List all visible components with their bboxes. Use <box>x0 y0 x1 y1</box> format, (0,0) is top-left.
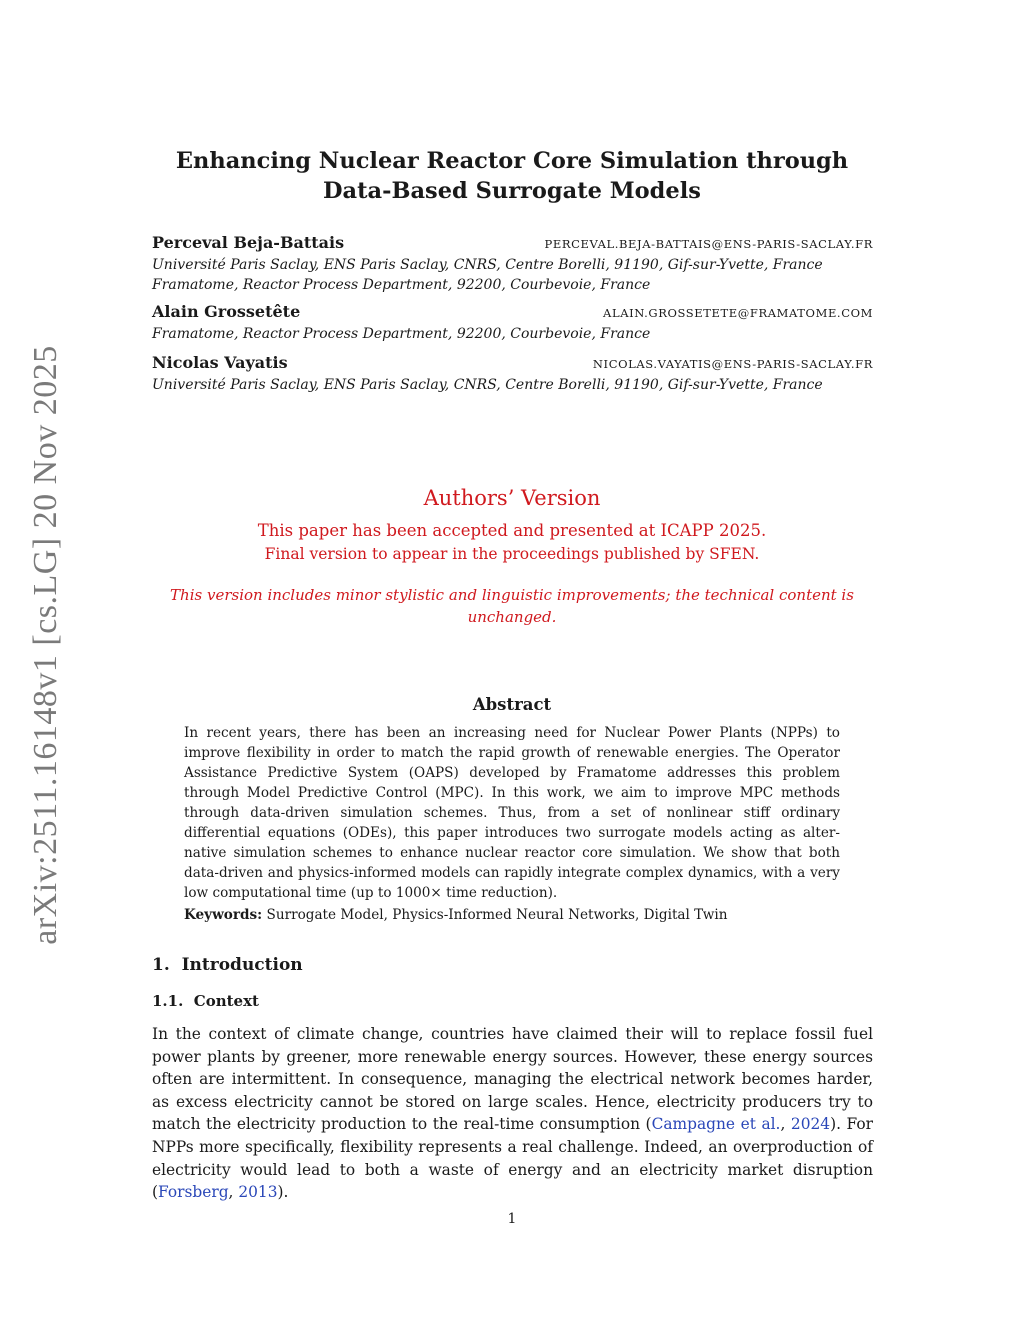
section-number: 1. <box>152 955 170 975</box>
version-note-italic-line-1: This version includes minor stylistic and linguistic improvements; the technical content is <box>170 586 854 604</box>
paper-title <box>152 146 872 206</box>
paragraph-text: ). <box>277 1183 289 1202</box>
page-number: 1 <box>507 1211 517 1227</box>
paragraph-text: In the context of climate change, countries have claimed their will to replace fossil fuel power plants by greener, more renewable energy sources. However, these energy sources often are intermittent. In consequence, managing the electrical network becomes harder, as excess electricity cannot be stored on large scales. Hence, electricity producers try to match the electricity production to the real-time consumption ( <box>152 1025 873 1134</box>
citation-link-campagne[interactable]: Campagne et al. <box>651 1115 781 1134</box>
author-email[interactable]: NICOLAS.VAYATIS@ENS-PARIS-SACLAY.FR <box>592 357 873 371</box>
abstract-heading: Abstract <box>472 695 552 714</box>
abstract-body: In recent years, there has been an increasing need for Nuclear Power Plants (NPPs) to improve flexibility in order to match the rapid growth of renewable energies. The Operator Assistance Predictive System (OAPS) developed by Framatome addresses this problem through Model Predictive Control (MPC). In this work, we aim to improve MPC methods through data-driven simulation schemes. Thus, from a set of nonlinear stiff ordinary differential equations (ODEs), this paper introduces two surrogate models acting as alternative simulation schemes to enhance nuclear reactor core simulation. We show that both data-driven and physics-informed models can rapidly integrate complex dynamics, with a very low computational time (up to 1000× time reduction). <box>184 725 840 901</box>
subsection-title: Context <box>193 992 259 1010</box>
citation-link-forsberg[interactable]: Forsberg <box>158 1183 229 1202</box>
author-affiliation: Université Paris Saclay, ENS Paris Saclay, CNRS, Centre Borelli, 91190, Gif-sur-Yvette, France <box>152 377 823 393</box>
author-name: Alain Grossetête <box>152 302 301 321</box>
author-affiliation: Framatome, Reactor Process Department, 92200, Courbevoie, France <box>152 326 651 342</box>
keywords-text: Surrogate Model, Physics-Informed Neural Networks, Digital Twin <box>266 907 728 923</box>
subsection-heading-context <box>152 992 259 1010</box>
title-line-1: Enhancing Nuclear Reactor Core Simulation through <box>175 148 849 174</box>
keywords-line <box>184 905 840 925</box>
version-note-line-1: This paper has been accepted and presented at ICAPP 2025. <box>257 521 767 540</box>
author-email[interactable]: PERCEVAL.BEJA-BATTAIS@ENS-PARIS-SACLAY.FR <box>544 237 873 251</box>
section-title: Introduction <box>181 955 303 975</box>
version-note-italic-line-2: unchanged. <box>467 608 557 626</box>
author-block-3 <box>152 353 873 395</box>
citation-separator: , <box>780 1115 791 1134</box>
citation-separator: , <box>228 1183 239 1202</box>
author-affiliation: Framatome, Reactor Process Department, 92200, Courbevoie, France <box>152 277 651 293</box>
context-paragraph <box>152 1023 873 1204</box>
author-block-2 <box>152 302 873 344</box>
paragraph-text: ). For NPPs more specifically, flexibility represents a real challenge. Indeed, an overproduction of electricity would lead to both a waste of energy and an electricity market disruption ( <box>152 1115 873 1202</box>
section-heading-introduction <box>152 955 303 975</box>
author-email[interactable]: ALAIN.GROSSETETE@FRAMATOME.COM <box>603 306 873 320</box>
version-heading: Authors’ Version <box>423 486 601 510</box>
title-line-2: Data-Based Surrogate Models <box>323 178 701 204</box>
version-note-line-2: Final version to appear in the proceedings published by SFEN. <box>264 545 760 563</box>
subsection-number: 1.1. <box>152 992 184 1010</box>
citation-year-link[interactable]: 2013 <box>238 1183 278 1202</box>
author-name: Perceval Beja-Battais <box>152 233 345 252</box>
keywords-label: Keywords: <box>184 907 263 923</box>
arxiv-stamp: arXiv:2511.16148v1 [cs.LG] 20 Nov 2025 <box>27 345 64 945</box>
author-affiliation: Université Paris Saclay, ENS Paris Saclay, CNRS, Centre Borelli, 91190, Gif-sur-Yvette, France <box>152 257 823 273</box>
author-name: Nicolas Vayatis <box>152 353 288 372</box>
version-note-italic <box>152 584 872 628</box>
author-block-1 <box>152 233 873 295</box>
citation-year-link[interactable]: 2024 <box>790 1115 831 1134</box>
